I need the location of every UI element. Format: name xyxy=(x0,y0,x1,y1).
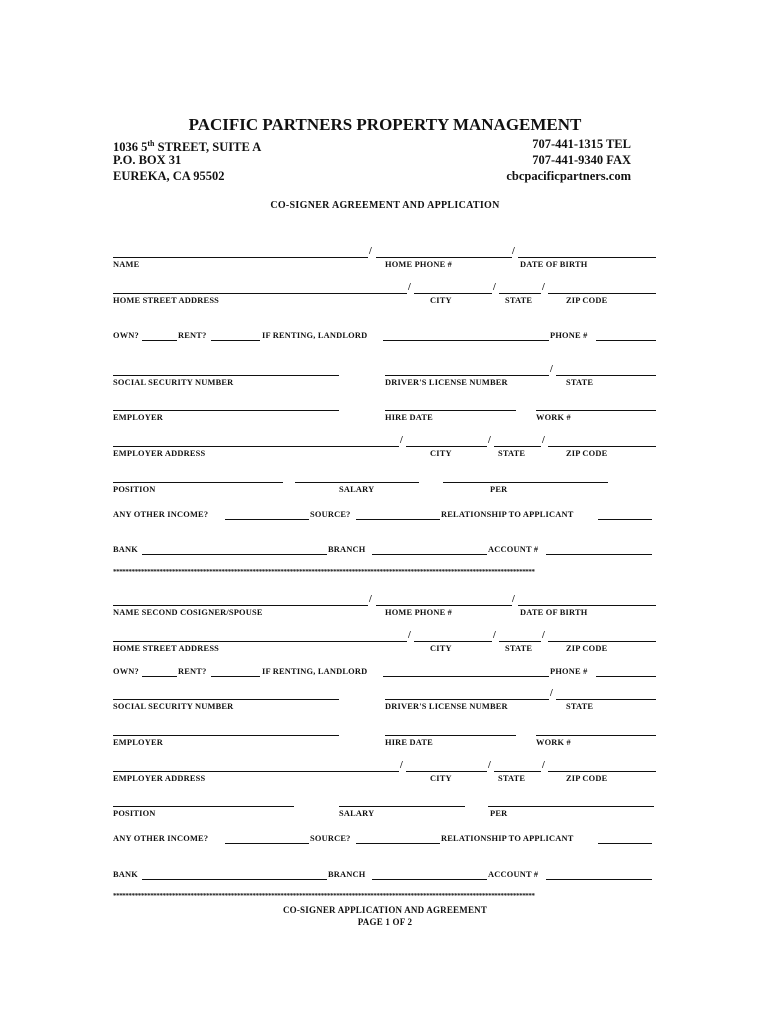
relationship-input[interactable] xyxy=(598,519,652,520)
name2-label: NAME SECOND COSIGNER/SPOUSE xyxy=(113,608,263,617)
dob-input[interactable] xyxy=(518,257,656,258)
salary2-input[interactable] xyxy=(339,806,465,807)
hire-date-input[interactable] xyxy=(385,410,516,411)
slash: / xyxy=(512,594,515,605)
employer-address2-label: EMPLOYER ADDRESS xyxy=(113,774,206,783)
zip2-label: ZIP CODE xyxy=(566,644,608,653)
dl2-input[interactable] xyxy=(385,699,549,700)
own2-label: OWN? xyxy=(113,667,139,676)
slash: / xyxy=(369,594,372,605)
bank-input[interactable] xyxy=(142,554,327,555)
dl2-label: DRIVER'S LICENSE NUMBER xyxy=(385,702,508,711)
branch2-label: BRANCH xyxy=(328,870,366,879)
rent2-input[interactable] xyxy=(211,676,260,677)
city2-label: CITY xyxy=(430,644,452,653)
dob2-input[interactable] xyxy=(518,605,656,606)
own-label: OWN? xyxy=(113,331,139,340)
bank-label: BANK xyxy=(113,545,138,554)
rent-label: RENT? xyxy=(178,331,207,340)
employer-input[interactable] xyxy=(113,410,339,411)
slash: / xyxy=(400,760,403,771)
branch2-input[interactable] xyxy=(372,879,487,880)
home-street2-input[interactable] xyxy=(113,641,407,642)
salary-input[interactable] xyxy=(295,482,419,483)
position2-input[interactable] xyxy=(113,806,294,807)
slash: / xyxy=(488,435,491,446)
employer-label: EMPLOYER xyxy=(113,413,163,422)
relationship2-input[interactable] xyxy=(598,843,652,844)
own-input[interactable] xyxy=(142,340,177,341)
per2-input[interactable] xyxy=(488,806,654,807)
home-street2-label: HOME STREET ADDRESS xyxy=(113,644,220,653)
slash: / xyxy=(542,282,545,293)
relationship-label: RELATIONSHIP TO APPLICANT xyxy=(441,510,574,519)
source2-label: SOURCE? xyxy=(310,834,351,843)
slash: / xyxy=(542,630,545,641)
footer-title: CO-SIGNER APPLICATION AND AGREEMENT xyxy=(282,905,488,915)
dl-label: DRIVER'S LICENSE NUMBER xyxy=(385,378,508,387)
slash: / xyxy=(408,630,411,641)
slash: / xyxy=(550,688,553,699)
state2-input[interactable] xyxy=(499,641,541,642)
relationship2-label: RELATIONSHIP TO APPLICANT xyxy=(441,834,574,843)
work-phone-label: WORK # xyxy=(536,413,571,422)
company-website: cbcpacificpartners.com xyxy=(506,169,631,183)
rent2-label: RENT? xyxy=(178,667,207,676)
dl-state-input[interactable] xyxy=(556,375,656,376)
salary-label: SALARY xyxy=(339,485,375,494)
own2-input[interactable] xyxy=(142,676,177,677)
home-phone-label: HOME PHONE # xyxy=(385,260,453,269)
landlord-phone-input[interactable] xyxy=(596,340,656,341)
zip-label: ZIP CODE xyxy=(566,296,608,305)
home-phone2-label: HOME PHONE # xyxy=(385,608,453,617)
work-phone2-label: WORK # xyxy=(536,738,571,747)
dob2-label: DATE OF BIRTH xyxy=(520,608,588,617)
company-tel: 707-441-1315 TEL xyxy=(532,137,631,151)
per-label: PER xyxy=(490,485,508,494)
dl-state2-label: STATE xyxy=(566,702,594,711)
account-label: ACCOUNT # xyxy=(488,545,539,554)
emp-state-input[interactable] xyxy=(494,446,541,447)
state-input[interactable] xyxy=(499,293,541,294)
city-label: CITY xyxy=(430,296,452,305)
company-pobox: P.O. BOX 31 xyxy=(113,153,182,167)
source-input[interactable] xyxy=(356,519,440,520)
dl-input[interactable] xyxy=(385,375,549,376)
account2-input[interactable] xyxy=(546,879,652,880)
page-number: PAGE 1 OF 2 xyxy=(357,917,413,927)
slash: / xyxy=(400,435,403,446)
position-input[interactable] xyxy=(113,482,283,483)
account2-label: ACCOUNT # xyxy=(488,870,539,879)
landlord-input[interactable] xyxy=(383,340,549,341)
landlord2-input[interactable] xyxy=(383,676,549,677)
salary2-label: SALARY xyxy=(339,809,375,818)
account-input[interactable] xyxy=(546,554,652,555)
emp-state2-input[interactable] xyxy=(494,771,541,772)
separator-line: **************************************************************************************************************************************** xyxy=(113,892,535,900)
emp-zip-input[interactable] xyxy=(548,446,656,447)
home-street-input[interactable] xyxy=(113,293,407,294)
home-phone-input[interactable] xyxy=(376,257,512,258)
per2-label: PER xyxy=(490,809,508,818)
home-street-label: HOME STREET ADDRESS xyxy=(113,296,220,305)
ssn2-label: SOCIAL SECURITY NUMBER xyxy=(113,702,234,711)
position-label: POSITION xyxy=(113,485,156,494)
company-city: EUREKA, CA 95502 xyxy=(113,169,225,183)
employer-address-label: EMPLOYER ADDRESS xyxy=(113,449,206,458)
emp-zip2-input[interactable] xyxy=(548,771,656,772)
ssn-label: SOCIAL SECURITY NUMBER xyxy=(113,378,234,387)
emp-zip-label: ZIP CODE xyxy=(566,449,608,458)
state2-label: STATE xyxy=(505,644,533,653)
city-input[interactable] xyxy=(414,293,492,294)
ssn2-input[interactable] xyxy=(113,699,339,700)
emp-state2-label: STATE xyxy=(498,774,526,783)
dl-state2-input[interactable] xyxy=(556,699,656,700)
slash: / xyxy=(542,760,545,771)
slash: / xyxy=(542,435,545,446)
slash: / xyxy=(369,246,372,257)
branch-label: BRANCH xyxy=(328,545,366,554)
name2-input[interactable] xyxy=(113,605,368,606)
hire-date2-label: HIRE DATE xyxy=(385,738,433,747)
emp-zip2-label: ZIP CODE xyxy=(566,774,608,783)
hire-date-label: HIRE DATE xyxy=(385,413,433,422)
zip-input[interactable] xyxy=(548,293,656,294)
work-phone2-input[interactable] xyxy=(536,735,656,736)
emp-city2-label: CITY xyxy=(430,774,452,783)
company-name: PACIFIC PARTNERS PROPERTY MANAGEMENT xyxy=(188,115,582,134)
source2-input[interactable] xyxy=(356,843,440,844)
slash: / xyxy=(493,282,496,293)
other-income2-input[interactable] xyxy=(225,843,309,844)
other-income2-label: ANY OTHER INCOME? xyxy=(113,834,209,843)
company-fax: 707-441-9340 FAX xyxy=(532,153,631,167)
slash: / xyxy=(488,760,491,771)
emp-city-input[interactable] xyxy=(406,446,487,447)
slash: / xyxy=(512,246,515,257)
position2-label: POSITION xyxy=(113,809,156,818)
bank2-input[interactable] xyxy=(142,879,327,880)
company-street: 1036 5th STREET, SUITE A xyxy=(113,139,262,155)
other-income-input[interactable] xyxy=(225,519,309,520)
dob-label: DATE OF BIRTH xyxy=(520,260,588,269)
employer2-input[interactable] xyxy=(113,735,339,736)
dl-state-label: STATE xyxy=(566,378,594,387)
emp-city2-input[interactable] xyxy=(406,771,487,772)
emp-state-label: STATE xyxy=(498,449,526,458)
home-phone2-input[interactable] xyxy=(376,605,512,606)
landlord-phone2-input[interactable] xyxy=(596,676,656,677)
per-input[interactable] xyxy=(443,482,608,483)
employer-address2-input[interactable] xyxy=(113,771,399,772)
form-title: CO-SIGNER AGREEMENT AND APPLICATION xyxy=(270,200,500,211)
ssn-input[interactable] xyxy=(113,375,339,376)
separator-line: **************************************************************************************************************************************** xyxy=(113,568,535,576)
branch-input[interactable] xyxy=(372,554,487,555)
landlord2-label: IF RENTING, LANDLORD xyxy=(262,667,368,676)
rent-input[interactable] xyxy=(211,340,260,341)
city2-input[interactable] xyxy=(414,641,492,642)
employer-address-input[interactable] xyxy=(113,446,399,447)
name-input[interactable] xyxy=(113,257,368,258)
slash: / xyxy=(550,364,553,375)
slash: / xyxy=(493,630,496,641)
state-label: STATE xyxy=(505,296,533,305)
employer2-label: EMPLOYER xyxy=(113,738,163,747)
bank2-label: BANK xyxy=(113,870,138,879)
landlord-phone2-label: PHONE # xyxy=(550,667,588,676)
emp-city-label: CITY xyxy=(430,449,452,458)
hire-date2-input[interactable] xyxy=(385,735,516,736)
other-income-label: ANY OTHER INCOME? xyxy=(113,510,209,519)
name-label: NAME xyxy=(113,260,140,269)
work-phone-input[interactable] xyxy=(536,410,656,411)
source-label: SOURCE? xyxy=(310,510,351,519)
slash: / xyxy=(408,282,411,293)
zip2-input[interactable] xyxy=(548,641,656,642)
landlord-label: IF RENTING, LANDLORD xyxy=(262,331,368,340)
landlord-phone-label: PHONE # xyxy=(550,331,588,340)
